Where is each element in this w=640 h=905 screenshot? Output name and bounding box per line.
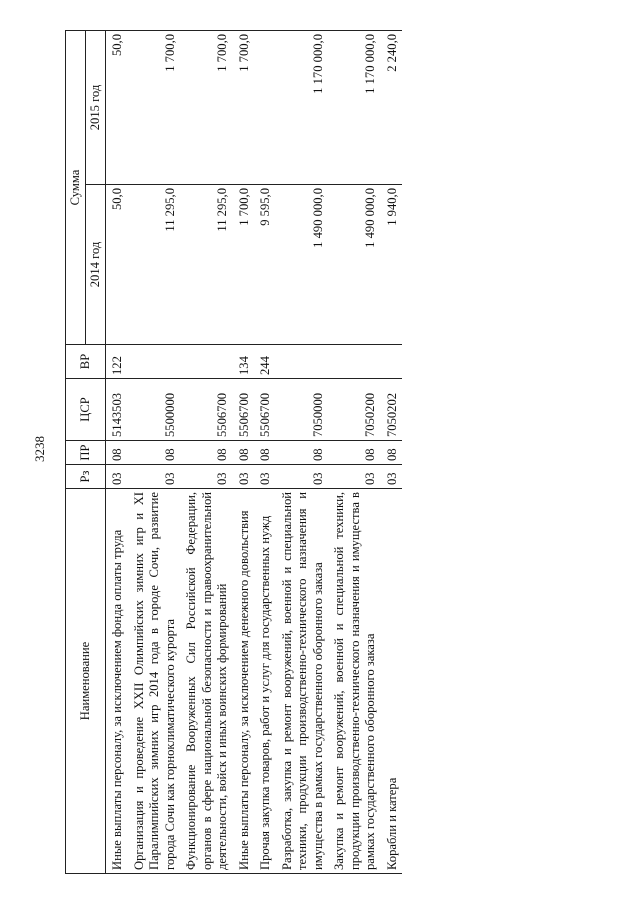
row-rz: 03	[233, 465, 255, 489]
row-rz: 03	[106, 465, 128, 489]
row-rz: 03	[254, 465, 276, 489]
table-row	[254, 30, 276, 873]
header-name: Наименование	[66, 489, 106, 874]
row-pr: 08	[128, 441, 181, 465]
row-pr: 08	[233, 441, 255, 465]
row-vr	[128, 345, 181, 379]
row-name: Иные выплаты персоналу, за исключением денежного довольствия	[233, 489, 255, 874]
budget-table-page	[65, 31, 599, 874]
row-pr: 08	[180, 441, 233, 465]
row-vr: 122	[106, 345, 128, 379]
row-rz: 03	[180, 465, 233, 489]
row-2014: 1 700,0	[233, 185, 255, 345]
row-2014: 1 490 000,0	[276, 185, 329, 345]
row-rz: 03	[276, 465, 329, 489]
row-pr: 08	[254, 441, 276, 465]
row-2014: 1 490 000,0	[328, 185, 381, 345]
table-row	[180, 30, 233, 873]
table-row	[128, 30, 181, 873]
row-2015: 1 700,0	[233, 30, 255, 184]
row-vr	[180, 345, 233, 379]
page-number: 3238	[32, 436, 47, 462]
row-2014: 9 595,0	[254, 185, 276, 345]
row-name: Разработка, закупка и ремонт вооружений, военной и специальной техники, продукции производственно-технического назначения и имущества в рамках государственного оборонного заказа	[276, 489, 329, 874]
row-2015: 1 170 000,0	[276, 30, 329, 184]
table-row	[381, 30, 403, 873]
header-csr: ЦСР	[66, 379, 106, 441]
row-vr	[381, 345, 403, 379]
header-rz: Рз	[66, 465, 106, 489]
row-vr	[276, 345, 329, 379]
row-csr: 5143503	[106, 379, 128, 441]
row-csr: 7050000	[276, 379, 329, 441]
row-rz: 03	[128, 465, 181, 489]
row-csr: 5506700	[254, 379, 276, 441]
row-csr: 5500000	[128, 379, 181, 441]
header-2015: 2015 год	[86, 30, 106, 184]
row-csr: 5506700	[180, 379, 233, 441]
budget-table	[65, 30, 402, 874]
table-row	[276, 30, 329, 873]
header-pr: ПР	[66, 441, 106, 465]
row-csr: 5506700	[233, 379, 255, 441]
row-csr: 7050202	[381, 379, 403, 441]
row-name: Закупка и ремонт вооружений, военной и специальной техники, продукции производственно-технического назначения и имущества в рамках государственного оборонного заказа	[328, 489, 381, 874]
row-csr: 7050200	[328, 379, 381, 441]
table-row	[106, 30, 128, 873]
row-2015: 1 170 000,0	[328, 30, 381, 184]
row-2014: 11 295,0	[128, 185, 181, 345]
header-2014: 2014 год	[86, 185, 106, 345]
row-name: Функционирование Вооруженных Сил Российской Федерации, органов в сфере национальной безопасности и правоохранительной деятельности, войск и иных воинских формирований	[180, 489, 233, 874]
row-pr: 08	[106, 441, 128, 465]
row-pr: 08	[276, 441, 329, 465]
row-2015: 1 700,0	[128, 30, 181, 184]
row-2014: 50,0	[106, 185, 128, 345]
row-2015	[254, 30, 276, 184]
row-2015: 50,0	[106, 30, 128, 184]
row-2014: 11 295,0	[180, 185, 233, 345]
header-vr: ВР	[66, 345, 106, 379]
row-rz: 03	[328, 465, 381, 489]
row-2014: 1 940,0	[381, 185, 403, 345]
row-vr: 244	[254, 345, 276, 379]
row-vr	[328, 345, 381, 379]
row-name: Иные выплаты персоналу, за исключением фонда оплаты труда	[106, 489, 128, 874]
row-name: Организация и проведение XXII Олимпийских зимних игр и XI Паралимпийских зимних игр 2014 года в городе Сочи, развитие города Сочи как горноклиматического курорта	[128, 489, 181, 874]
table-row	[233, 30, 255, 873]
row-rz: 03	[381, 465, 403, 489]
table-row	[328, 30, 381, 873]
row-2015: 2 240,0	[381, 30, 403, 184]
row-2015: 1 700,0	[180, 30, 233, 184]
row-name: Корабли и катера	[381, 489, 403, 874]
row-vr: 134	[233, 345, 255, 379]
row-pr: 08	[381, 441, 403, 465]
header-sum: Сумма	[66, 30, 86, 344]
row-pr: 08	[328, 441, 381, 465]
row-name: Прочая закупка товаров, работ и услуг для государственных нужд	[254, 489, 276, 874]
